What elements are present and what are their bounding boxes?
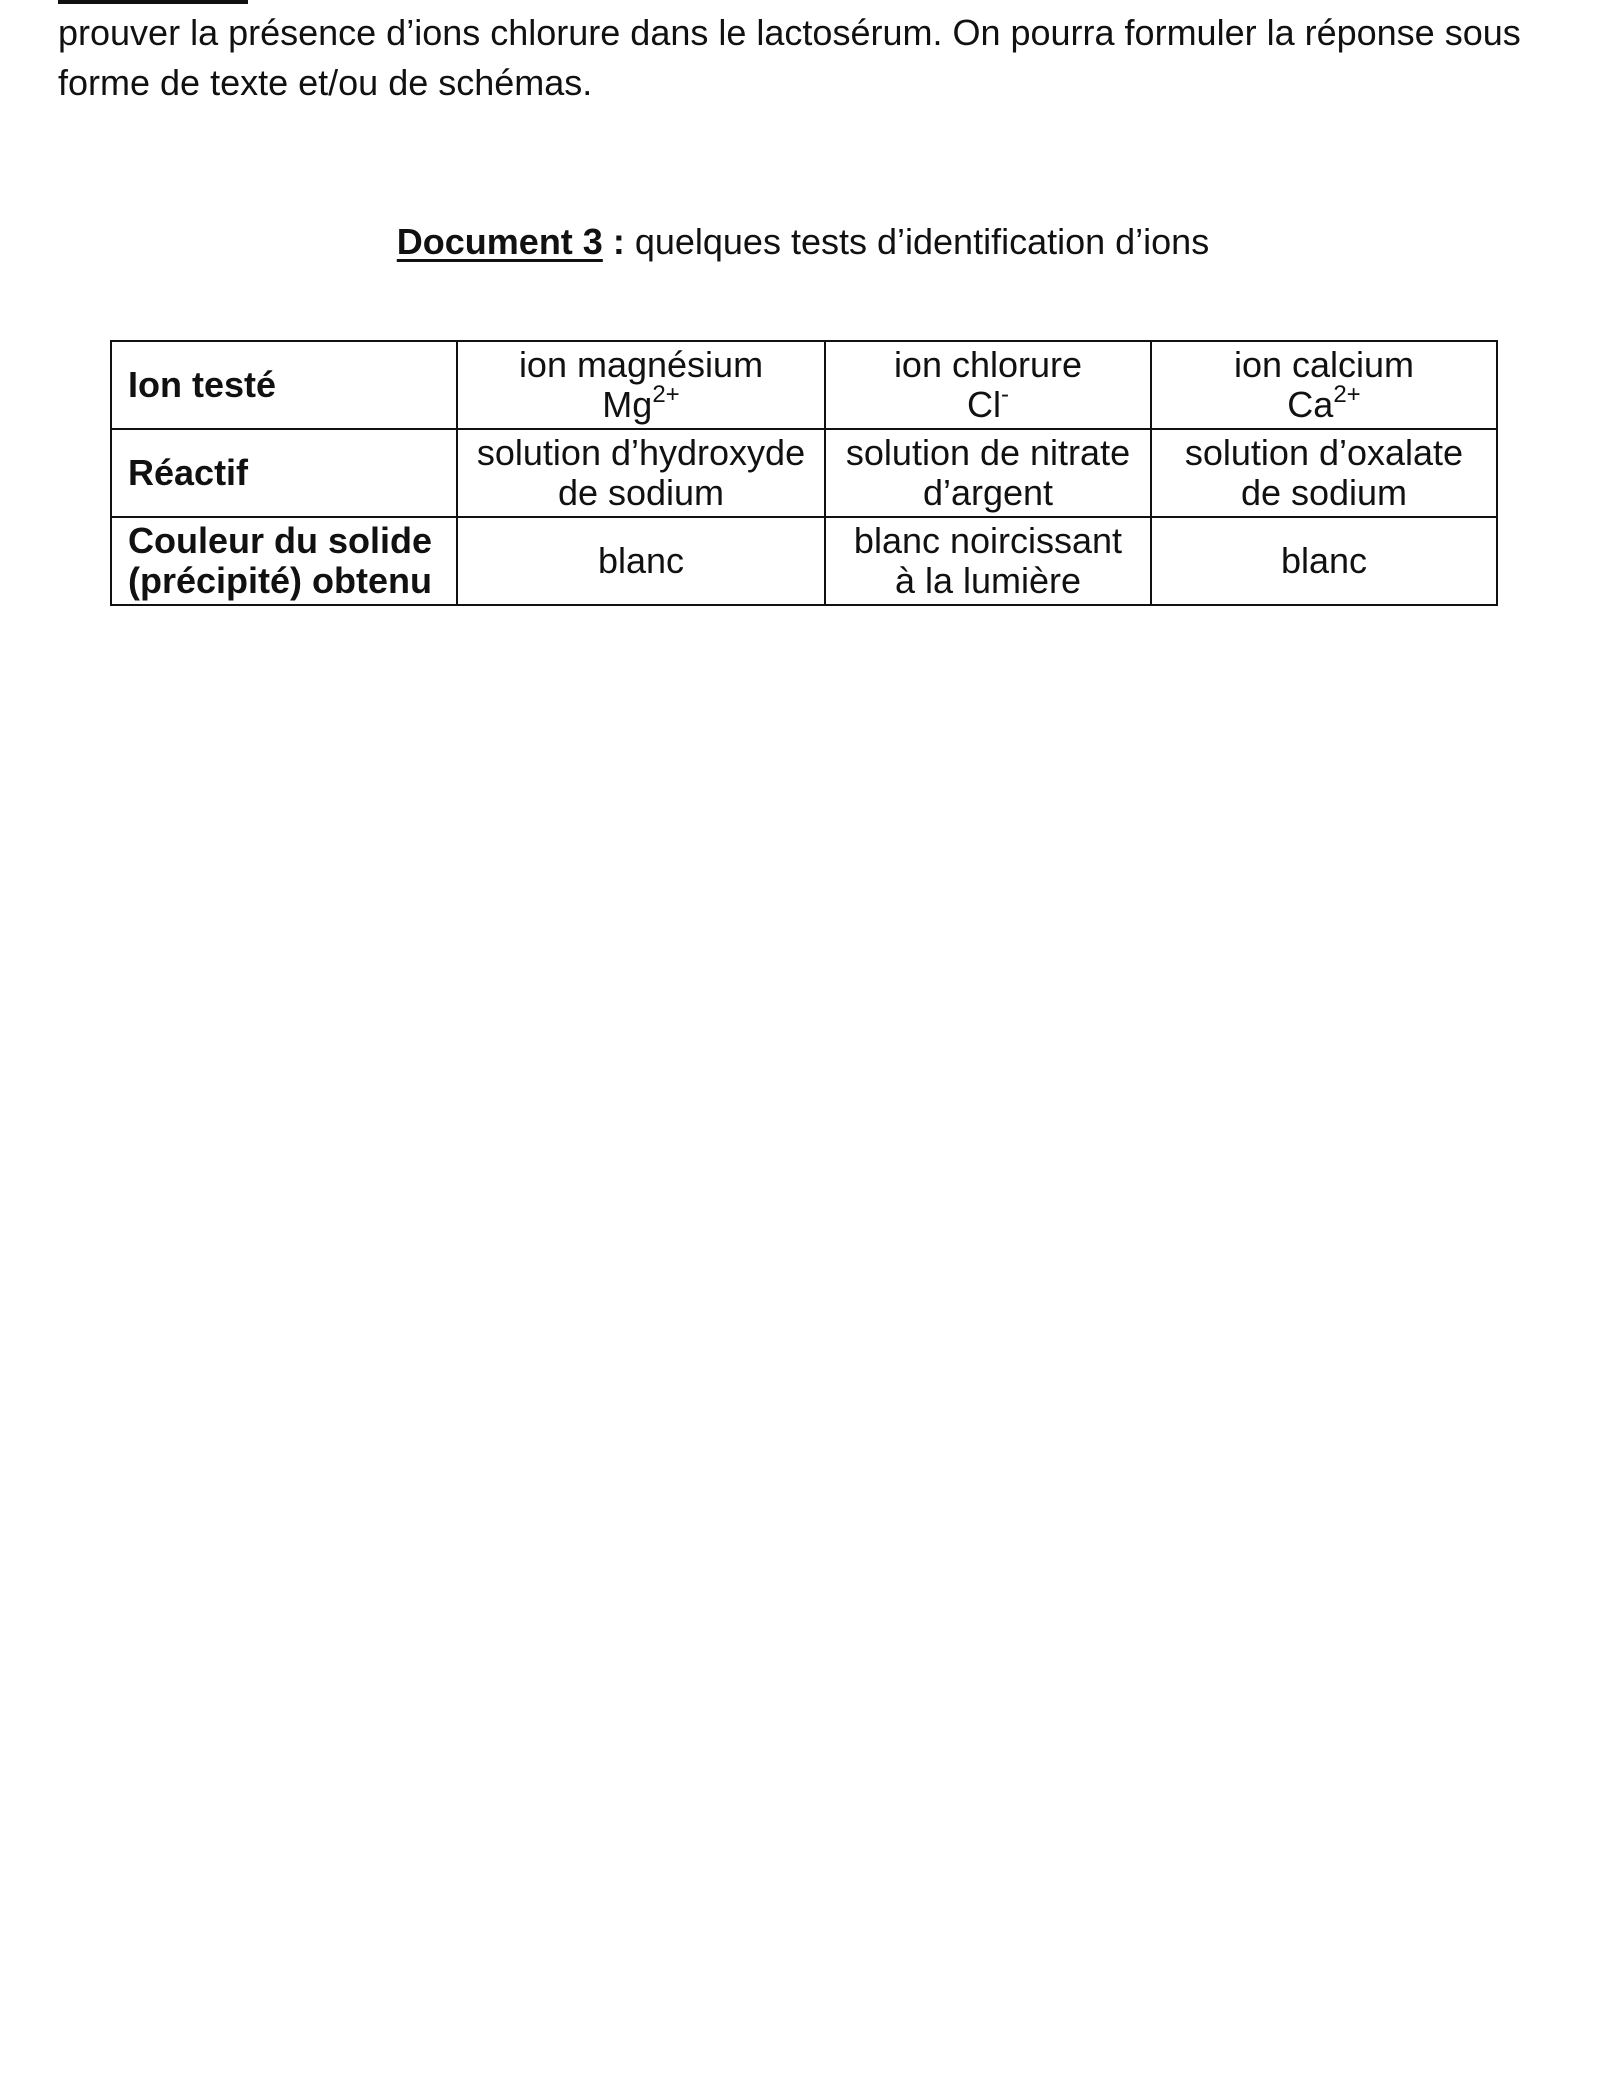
cell-reagent-chlorure: solution de nitrate d’argent [825,429,1151,517]
cell-color-calcium: blanc [1151,517,1497,605]
ion-charge: 2+ [1333,381,1361,408]
ion-tests-table [110,340,1498,606]
ion-name: ion chlorure [893,344,1083,385]
table-row-precipitate [111,517,1497,605]
cell-ion-chlorure [825,341,1151,429]
cell-color-chlorure: blanc noircissant à la lumière [825,517,1151,605]
ion-formula [834,381,1142,425]
ion-name: ion magnésium [518,344,764,385]
cell-ion-calcium [1151,341,1497,429]
intro-line-2: forme de texte et/ou de schémas. [58,62,593,103]
intro-line-1: prouver la présence d’ions chlorure dans le lactosérum. On pourra formuler la réponse sous [58,12,1521,53]
document-title [0,218,1606,266]
row-header-reagent: Réactif [111,429,457,517]
ion-charge: - [1001,381,1009,408]
ion-symbol: Cl [967,384,1001,425]
ion-symbol: Ca [1287,384,1334,425]
ion-symbol: Mg [602,384,653,425]
ion-charge: 2+ [652,381,680,408]
document-caption: quelques tests d’identification d’ions [624,221,1210,262]
document-label: Document 3 [396,221,603,262]
cell-ion-magnesium [457,341,825,429]
cell-reagent-magnesium: solution d’hydroxyde de sodium [457,429,825,517]
ion-formula [466,381,816,425]
cell-color-magnesium: blanc [457,517,825,605]
underline-fragment [58,0,248,4]
cell-reagent-calcium: solution d’oxalate de sodium [1151,429,1497,517]
ion-formula [1160,381,1488,425]
table-row-reagent [111,429,1497,517]
ion-name: ion calcium [1233,344,1415,385]
table-row-ion [111,341,1497,429]
row-header-precipitate: Couleur du solide (précipité) obtenu [111,517,457,605]
document-colon: : [602,221,625,262]
intro-paragraph [58,8,1558,108]
row-header-ion: Ion testé [111,341,457,429]
